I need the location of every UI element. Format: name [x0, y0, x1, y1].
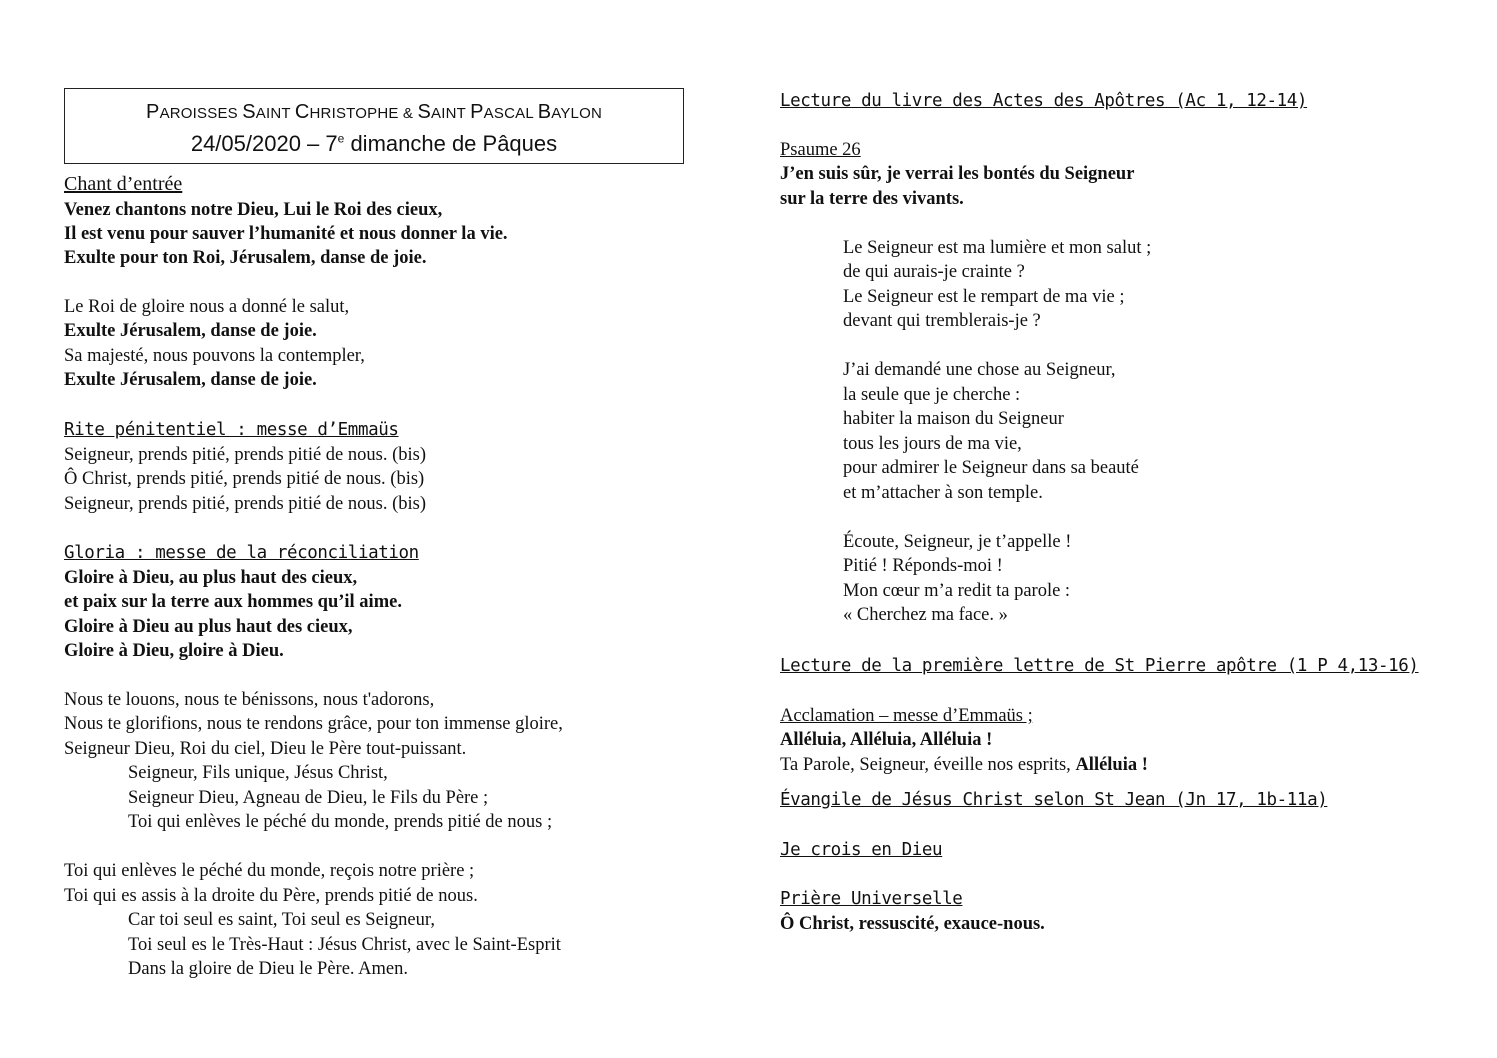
psaume-stanza-line: habiter la maison du Seigneur [843, 409, 1064, 429]
entree-verse-line: Sa majesté, nous pouvons la contempler, [64, 346, 365, 366]
acclamation-title: Acclamation – messe d’Emmaüs ; [780, 706, 1033, 726]
gloria-verse-line: Seigneur Dieu, Roi du ciel, Dieu le Père tout-puissant. [64, 739, 467, 759]
section-title-rite: Rite pénitentiel : messe d’Emmaüs [64, 420, 399, 440]
acclamation-verse: Ta Parole, Seigneur, éveille nos esprits, Alléluia ! [780, 755, 1148, 775]
section-title-lecture2: Lecture de la première lettre de St Pierre apôtre (1 P 4,13-16) [780, 656, 1419, 676]
entree-verse-line: Exulte Jérusalem, danse de joie. [64, 370, 317, 390]
gloria-verse-indent-line: Dans la gloire de Dieu le Père. Amen. [128, 959, 408, 979]
gloria-verse-indent-line: Toi qui enlèves le péché du monde, prends pitié de nous ; [128, 812, 553, 832]
gloria-verse-line: Nous te glorifions, nous te rendons grâce, pour ton immense gloire, [64, 714, 563, 734]
psaume-title: Psaume 26 [780, 140, 861, 160]
section-title-evangile: Évangile de Jésus Christ selon St Jean (Jn 17, 1b-11a) [780, 790, 1328, 810]
psaume-stanza-line: Le Seigneur est le rempart de ma vie ; [843, 287, 1125, 307]
psaume-stanza-line: devant qui tremblerais-je ? [843, 311, 1041, 331]
date-occasion: 24/05/2020 – 7e dimanche de Pâques [190, 131, 558, 156]
gloria-verse-line: Toi qui enlèves le péché du monde, reçois notre prière ; [64, 861, 475, 881]
psaume-refrain-line: J’en suis sûr, je verrai les bontés du Seigneur [780, 164, 1135, 184]
gloria-refrain-line: et paix sur la terre aux hommes qu’il aime. [64, 592, 402, 612]
section-title-priere: Prière Universelle [780, 889, 963, 909]
psaume-stanza-line: « Cherchez ma face. » [843, 605, 1008, 625]
gloria-refrain-line: Gloire à Dieu, au plus haut des cieux, [64, 568, 358, 588]
section-title-entree: Chant d’entrée [64, 173, 183, 195]
gloria-verse-indent-line: Seigneur, Fils unique, Jésus Christ, [128, 763, 388, 783]
psaume-stanza-line: Le Seigneur est ma lumière et mon salut ; [843, 238, 1152, 258]
psaume-stanza-line: et m’attacher à son temple. [843, 483, 1043, 503]
psaume-stanza-line: de qui aurais-je crainte ? [843, 262, 1025, 282]
entree-verse-line: Exulte Jérusalem, danse de joie. [64, 321, 317, 341]
psaume-stanza-line: tous les jours de ma vie, [843, 434, 1022, 454]
entree-verse-line: Le Roi de gloire nous a donné le salut, [64, 297, 350, 317]
gloria-verse-indent-line: Toi seul es le Très-Haut : Jésus Christ, avec le Saint-Esprit [128, 935, 561, 955]
psaume-stanza-line: J’ai demandé une chose au Seigneur, [843, 360, 1116, 380]
parish-title: PAROISSES SAINT CHRISTOPHE & SAINT PASCAL BAYLON [146, 101, 602, 123]
psaume-stanza-line: pour admirer le Seigneur dans sa beauté [843, 458, 1139, 478]
psaume-refrain-line: sur la terre des vivants. [780, 189, 964, 209]
psaume-stanza-line: Mon cœur m’a redit ta parole : [843, 581, 1071, 601]
section-title-lecture1: Lecture du livre des Actes des Apôtres (Ac 1, 12-14) [780, 91, 1308, 111]
rite-line: Seigneur, prends pitié, prends pitié de nous. (bis) [64, 445, 426, 465]
entree-refrain-line: Il est venu pour sauver l’humanité et nous donner la vie. [64, 224, 508, 244]
gloria-verse-indent-line: Seigneur Dieu, Agneau de Dieu, le Fils du Père ; [128, 788, 489, 808]
section-title-credo: Je crois en Dieu [780, 840, 943, 860]
psaume-stanza-line: la seule que je cherche : [843, 385, 1021, 405]
gloria-verse-line: Nous te louons, nous te bénissons, nous t'adorons, [64, 690, 435, 710]
psaume-stanza-line: Écoute, Seigneur, je t’appelle ! [843, 532, 1072, 552]
entree-refrain-line: Exulte pour ton Roi, Jérusalem, danse de joie. [64, 248, 427, 268]
header-box [64, 88, 684, 164]
priere-refrain: Ô Christ, ressuscité, exauce-nous. [780, 914, 1045, 934]
acclamation-alleluia: Alléluia, Alléluia, Alléluia ! [780, 730, 993, 750]
gloria-verse-indent-line: Car toi seul es saint, Toi seul es Seigneur, [128, 910, 435, 930]
rite-line: Seigneur, prends pitié, prends pitié de nous. (bis) [64, 494, 426, 514]
gloria-refrain-line: Gloire à Dieu, gloire à Dieu. [64, 641, 284, 661]
entree-refrain-line: Venez chantons notre Dieu, Lui le Roi des cieux, [64, 200, 443, 220]
rite-line: Ô Christ, prends pitié, prends pitié de nous. (bis) [64, 469, 425, 489]
psaume-stanza-line: Pitié ! Réponds-moi ! [843, 556, 1003, 576]
gloria-refrain-line: Gloire à Dieu au plus haut des cieux, [64, 617, 353, 637]
section-title-gloria: Gloria : messe de la réconciliation [64, 543, 419, 563]
gloria-verse-line: Toi qui es assis à la droite du Père, prends pitié de nous. [64, 886, 478, 906]
